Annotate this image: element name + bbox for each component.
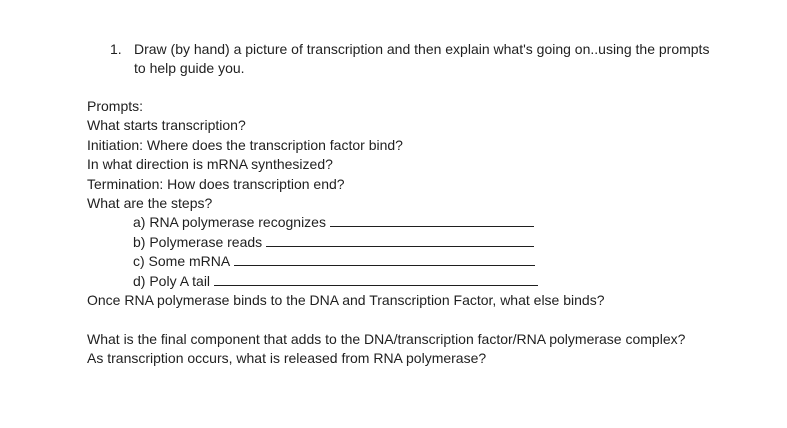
prompt-steps: What are the steps? — [87, 194, 213, 211]
step-a — [87, 213, 767, 232]
question-1 — [110, 40, 710, 78]
prompts-section — [87, 97, 767, 368]
step-b — [87, 233, 767, 252]
prompt-direction: In what direction is mRNA synthesized? — [87, 156, 333, 173]
prompt-initiation: Initiation: Where does the transcription factor bind? — [87, 136, 403, 153]
step-c-label: c) Some mRNA — [133, 253, 231, 270]
prompt-released: As transcription occurs, what is released from RNA polymerase? — [87, 350, 487, 367]
step-a-blank[interactable] — [330, 213, 534, 227]
step-a-label: a) RNA polymerase recognizes — [133, 214, 326, 231]
step-c — [87, 252, 767, 271]
step-c-blank[interactable] — [234, 252, 535, 266]
prompt-final-component: What is the final component that adds to the DNA/transcription factor/RNA polymerase complex? — [87, 330, 686, 347]
step-d-blank[interactable] — [214, 272, 538, 286]
prompt-what-else-binds: Once RNA polymerase binds to the DNA and Transcription Factor, what else binds? — [87, 291, 605, 308]
step-b-blank[interactable] — [266, 233, 534, 247]
prompts-heading: Prompts: — [87, 98, 144, 114]
prompt-termination: Termination: How does transcription end? — [87, 175, 345, 192]
step-d-label: d) Poly A tail — [133, 272, 211, 289]
question-number: 1. — [110, 41, 122, 57]
prompt-start: What starts transcription? — [87, 117, 246, 134]
step-d — [87, 272, 767, 291]
question-text: Draw (by hand) a picture of transcription and then explain what's going on..using the prompts to help guide you. — [134, 41, 710, 76]
spacer — [87, 310, 767, 329]
step-b-label: b) Polymerase reads — [133, 233, 263, 250]
